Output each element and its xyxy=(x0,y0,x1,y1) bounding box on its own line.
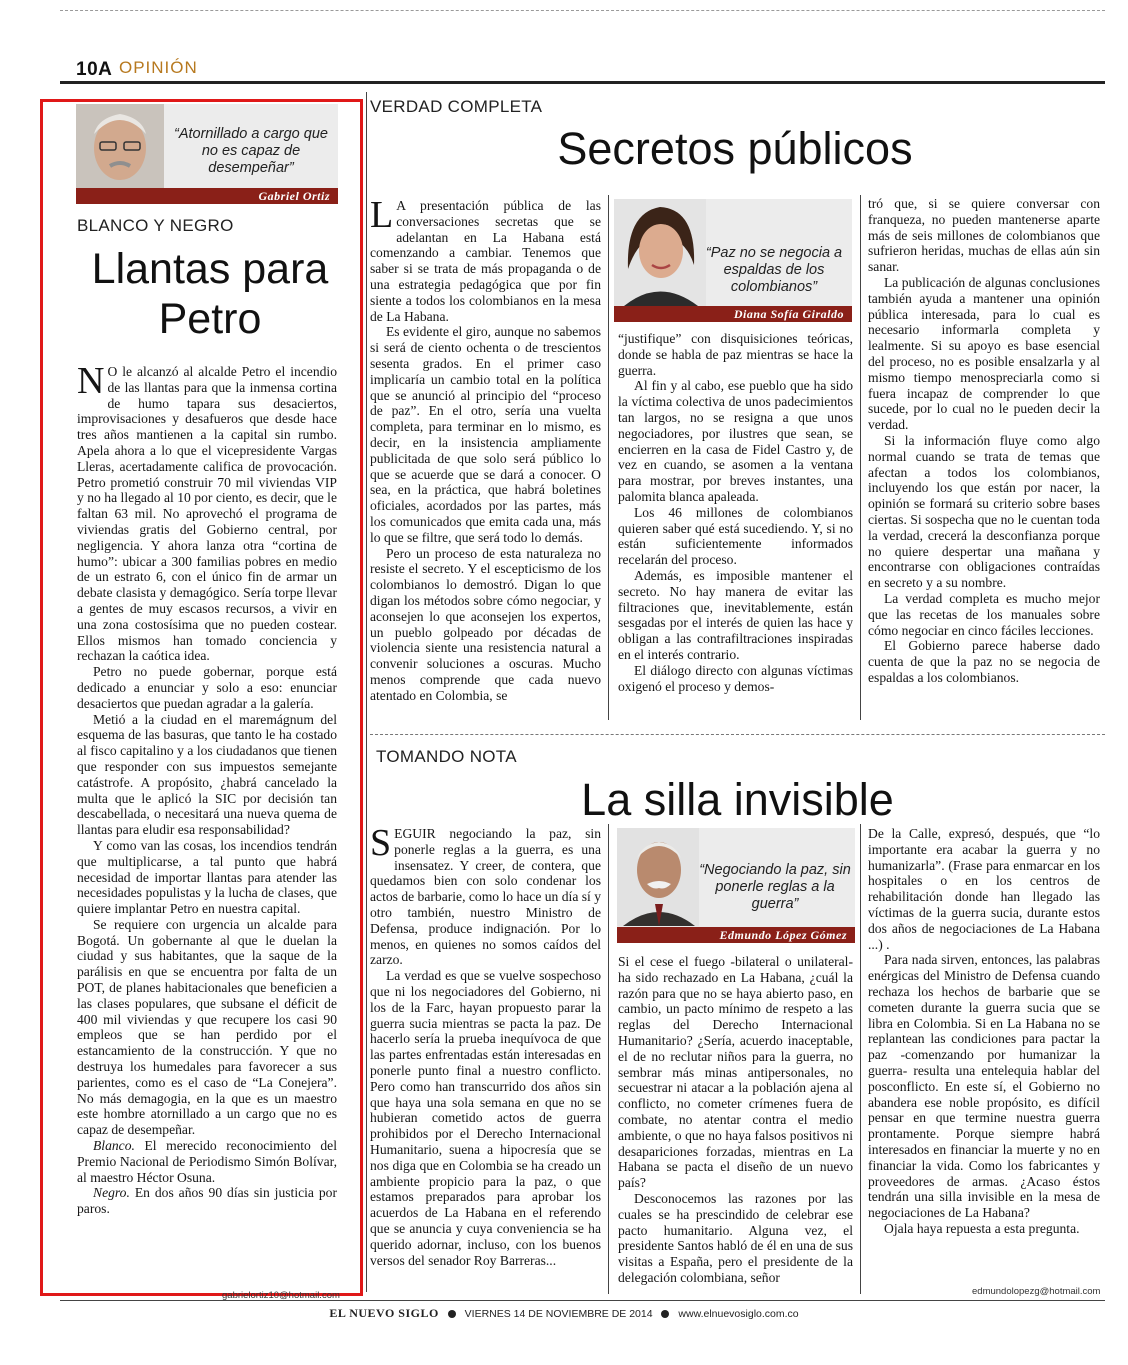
footer-url[interactable]: www.elnuevosiglo.com.co xyxy=(678,1308,799,1320)
footer-rule xyxy=(60,1300,1105,1301)
kicker-tomando-nota: TOMANDO NOTA xyxy=(376,747,517,766)
paragraph: Se requiere con urgencia un alcalde para Bogotá. Un gobernante al que le duelan la ciudad y sus habitantes, que la saque de la parálisis en que se encuentra por falta de un POT, de planes habitacionales que beneficien a las clases populares, que subsane el déficit de 400 mil viviendas y que recupere los casi 90 empleos que se han perdido por el estancamiento de la construcción. Y que no destruya los humedales para favorecer a sus parientes, como es el caso de “La Conejera”. No más demagogia, en la que es un maestro este hombre atornillado a un cargo que no es capaz de desempeñar. xyxy=(77,916,337,1138)
footer-date: VIERNES 14 DE NOVIEMBRE DE 2014 xyxy=(464,1308,653,1320)
article-bottom-col-2 xyxy=(618,954,853,1286)
paragraph: Los 46 millones de colombianos quieren saber qué está sucediendo. Y, si no están suficientemente informados recelarán del proceso. xyxy=(618,504,853,568)
bullet-icon xyxy=(661,1310,669,1318)
author-quote: “Atornillado a cargo que no es capaz de desempeñar” xyxy=(174,126,328,176)
paragraph: Y como van las cosas, los incendios tendrán que multiplicarse, a tal punto que habrá necesidad de importar llantas para atender las necesidades populistas y la lucha de clases, que quiere implantar Petro en nuestra capital. xyxy=(77,837,337,917)
author-quote: “Paz no se negocia a espaldas de los colombianos” xyxy=(705,245,843,295)
headline-llantas-para-petro xyxy=(60,244,360,344)
paragraph: El Gobierno parece haberse dado cuenta de que la paz no se negocia de espaldas a los colombianos. xyxy=(868,638,1100,685)
paragraph: tró que, si se quiere conversar con franqueza, no pueden mantenerse aparte más de seis millones de colombianos que sufrieron heridas, muchas de ellas aún sin sanar. xyxy=(868,196,1100,275)
paragraph-negro: Negro. En dos años 90 días sin justicia por paros. xyxy=(77,1185,337,1217)
paragraph: Para nada sirven, entonces, las palabras enérgicas del Ministro de Defensa cuando rechaza los hechos de barbarie que se cometen durante la guerra sucia que se libra en Colombia. Si en La Habana no se replantean las condiciones para pactar la paz -comenzando por humanizar la guerra- resulta una entelequia hablar del posconflicto. En este sí, el Gobierno no abandera ese noble propósito, es difícil pensar en que termine nuestra guerra prontamente. Porque siempre habrá interesados en financiar la muerte y no en financiar la vida. Como los fabricantes y proveedores de armas. ¿Acaso éstos tendrán una silla invisible en la mesa de negociaciones de La Habana? xyxy=(868,952,1100,1221)
paragraph: Es evidente el giro, aunque no sabemos si será de ciento ochenta o de trescientos sesenta grados. En el primer caso implicaría un cambio total en la política que se anunció al principio del “proceso de paz”. En el otro, sería una vuelta completa, para terminar en lo mismo, es decir, en la insistencia ampliamente publicitada de que solo será público lo que se acuerde que se dará a conocer. O sea, en la práctica, que habrá boletines oficiales, acordados por las partes, más los comunicados que emita cada una, más lo que se filtre, que será todo lo demás. xyxy=(370,324,601,545)
paragraph: negociando la paz, sin ponerle reglas a la guerra, es una insensatez. Y creer, de contera, que quedamos bien con solo condenar los actos de barbarie, como lo hace un día sí y otro también, nuestro Ministro de Defensa, produce indignación. Por lo menos, en quienes no somos caídos del zarzo. xyxy=(370,826,602,968)
paragraph: Petro no puede gobernar, porque está dedicado a enunciar y solo a eso: enunciar desaciertos que puedan agradar a la galería. xyxy=(77,664,337,711)
author-name: Gabriel Ortiz xyxy=(76,188,338,204)
paragraph: El diálogo directo con algunas víctimas oxigenó el proceso y demos- xyxy=(618,662,853,694)
paragraph: De la Calle, expresó, después, que “lo importante era acabar la guerra y no humanizarla”. (Frase para enmarcar en los hospitales o en los centros de rehabilitación donde han llegado las víctimas de la guerra sucia, durante estos dos años de negociaciones de La Habana ...) . xyxy=(868,826,1100,952)
drop-cap: N xyxy=(77,360,105,402)
paragraph: “justifique” con disquisiciones teóricas, donde se habla de paz mientras se hace la guerra. xyxy=(618,331,853,378)
author-photo xyxy=(614,199,706,306)
article-top-col-1 xyxy=(370,194,601,704)
paragraph: Desconocemos las razones por las cuales se ha prescindido de celebrar ese pacto humanitario. Alguna vez, el presidente Santos habló de él en una de sus visitas a España, pero el presidente de la delegación colombiana, señor xyxy=(618,1190,853,1285)
paragraph: Si la información fluye como algo normal cuando se trata de temas que afectan a todos los colombianos, incluyendo los que están por nacer, la opinión se formará su criterio sobre bases ciertas. Si sospecha que no le cuentan toda la verdad, crecerá la desconfianza porque no quiere despertar una mañana y encontrarse con obligaciones contraídas en secreto y a su nombre. xyxy=(868,432,1100,591)
paragraph: A presentación pública de las conversaciones secretas que se adelantan en La Habana está comenzando a cambiar. Tenemos que saber si se trata de más propaganda o de una estrategia pedagógica que por fin siente a todos los colombianos en la mesa de La Habana. xyxy=(370,198,601,324)
paragraph: Además, es imposible mantener el secreto. No hay manera de evitar las filtraciones que, inevitablemente, están sesgadas por el interés de quien las hace y obligan a las contrafiltraciones inspiradas en el interés contrario. xyxy=(618,567,853,662)
author-name: Edmundo López Gómez xyxy=(617,927,855,943)
paragraph: La publicación de algunas conclusiones también ayuda a mantener una opinión pública interesada, para lo cual es necesario informarla completa y lealmente. Si su apoyo es base esencial del proceso, no es posible ensalzarla y al mismo tiempo menospreciarla como si fuera incapaz de comprender lo que sucede, por lo cual no le pueden decir la verdad. xyxy=(868,274,1100,433)
author-name: Diana Sofía Giraldo xyxy=(614,306,852,322)
author-photo xyxy=(617,828,699,926)
blanco-label: Blanco. xyxy=(93,1138,135,1154)
footer xyxy=(0,1306,1128,1321)
section-name: OPINIÓN xyxy=(119,58,198,77)
author-box-gabriel-ortiz xyxy=(76,104,338,204)
headline-la-silla-invisible: La silla invisible xyxy=(581,774,894,825)
paragraph-blanco: Blanco. El merecido reconocimiento del Premio Nacional de Periodismo Simón Bolívar, al maestro Héctor Osuna. xyxy=(77,1138,337,1185)
paragraph: La verdad es que se vuelve sospechoso que ni los negociadores del Gobierno, ni los de la Farc, hayan propuesto parar la guerra sucia mientras se pacta la paz. De hacerlo sería la prueba inequívoca de que las partes enfrentadas están interesadas en ponerle punto final a nuestro conflicto. Pero como han transcurrido dos años sin que haya una sola semana en que no se hubieran cometido actos de guerra prohibidos por el Derecho Internacional Humanitario, suena a hipocresía que se nos diga que en Colombia se ha creado un ambiente propicio para la paz, o que estamos preparados para aprobar los acuerdos de La Habana en el referendo que se anuncia y cuya conveniencia se ha querido adornar, incluso, con los buenos versos del senador Roy Barreras... xyxy=(370,968,601,1268)
author-email-left[interactable]: gabrielortiz10@hotmail.com xyxy=(222,1290,340,1301)
drop-cap: L xyxy=(370,194,394,236)
paragraph: Pero un proceso de esta naturaleza no resiste el secreto. Y el escepticismo de los colombianos lo demostró. Digan lo que digan los métodos sobre cómo negociar, y aconsejen lo que aconsejen los expertos, un pueblo golpeado por décadas de violencia siente una resistencia natural a convenir soluciones a oscuras. Mucho menos comprende que cada nuevo atentado en Colombia, se xyxy=(370,545,601,703)
paragraph: Ojala haya repuesta a esta pregunta. xyxy=(884,1220,1080,1236)
paragraph: O le alcanzó al alcalde Petro el incendio de las llantas para que la inmensa cortina de humo tapara sus desaciertos, improvisaciones y desafueros que desde hace tres años mantienen a la capital sin rumbo. Apela ahora a lo que el vicepresidente Vargas Lleras, acertadamente califica de provocación. Petro prometió construir 70 mil viviendas VIP y no ha llegado al 10 por ciento, es decir, que le faltan 63 mil. No aprovechó el programa de viviendas gratis del Gobierno central, por negligencia. Y ahora lanza otra “cortina de humo”: ubicar a 300 familias pobres en medio de un estrato 6, con el único fin de armar un debate clasista y demagógico. Sería torpe llevar a gentes de muy escasos recursos, a vivir en una zona costosísima que no pueden costear. Ellos mismos han tomado conciencia y rechazan la caótica idea. xyxy=(77,364,337,664)
kicker-blanco-y-negro: BLANCO Y NEGRO xyxy=(77,216,234,235)
author-quote: “Negociando la paz, sin ponerle reglas a la guerra” xyxy=(699,862,851,912)
article-top-col-3 xyxy=(868,196,1100,686)
headline-line-1: Llantas para xyxy=(91,245,329,293)
column-left-body xyxy=(77,360,337,1217)
headline-line-2: Petro xyxy=(158,295,262,343)
author-email-bottom[interactable]: edmundolopezg@hotmail.com xyxy=(972,1286,1101,1297)
paragraph: Si el cese el fuego -bilateral o unilateral- ha sido rechazado en La Habana, ¿cuál la razón para que no se haya abierto paso, en cambio, un pacto mínimo de respeto a las reglas del Derecho Internacional Humanitario? ¿Sería, acuerdo inaceptable, el de no reclutar niños para la guerra, no sembrar más minas antipersonales, no secuestrar ni atacar a la población ajena al conflicto, no cometer crímenes fuera de combate, no atentar contra el medio ambiente, o que no haya falsos positivos ni desapariciones forzadas, mientras en La Habana se pacta el diseño de un nuevo país? xyxy=(618,954,853,1191)
header-rule xyxy=(60,81,1105,84)
article-divider xyxy=(370,734,1105,735)
paragraph: Al fin y al cabo, ese pueblo que ha sido la víctima colectiva de unos padecimientos tan largos, no se resigna a que unos negociadores, por ilustres que sean, se encierren en la casa de Fidel Castro y, de vez en cuando, se asomen a la ventana para mostrar, por breves instantes, una palomita blanca apaleada. xyxy=(618,378,853,504)
bullet-icon xyxy=(448,1310,456,1318)
page-number: 10A xyxy=(76,59,113,80)
negro-label: Negro. xyxy=(93,1185,130,1201)
column-separator xyxy=(366,92,367,1292)
article-bottom-col-3 xyxy=(868,826,1100,1237)
kicker-verdad-completa: VERDAD COMPLETA xyxy=(370,97,543,116)
footer-logo: EL NUEVO SIGLO xyxy=(329,1306,439,1320)
top-dashed-rule xyxy=(60,10,1105,11)
drop-cap: S xyxy=(370,822,392,864)
article-bottom-col-1 xyxy=(370,822,602,1268)
headline-secretos-publicos: Secretos públicos xyxy=(557,123,913,174)
article-top-col-2 xyxy=(618,331,853,694)
author-box-diana-sofia-giraldo xyxy=(614,199,852,322)
author-box-edmundo-lopez-gomez xyxy=(617,828,855,943)
lead-word: EGUIR xyxy=(394,826,436,841)
paragraph: La verdad completa es mucho mejor que las recetas de los manuales sobre cómo negociar en cinco fáciles lecciones. xyxy=(868,590,1100,638)
paragraph: Metió a la ciudad en el maremágnum del esquema de las basuras, que tanto le ha costado al fisco capitalino y a los ciudadanos que tienen que responder con sus impuestos semejante catástrofe. A propósito, ¿habrá cancelado la multa que le aplicó la SIC por decisión tan descabellada, o necesitará una nueva quema de llantas para eludir esa responsabilidad? xyxy=(77,711,337,838)
